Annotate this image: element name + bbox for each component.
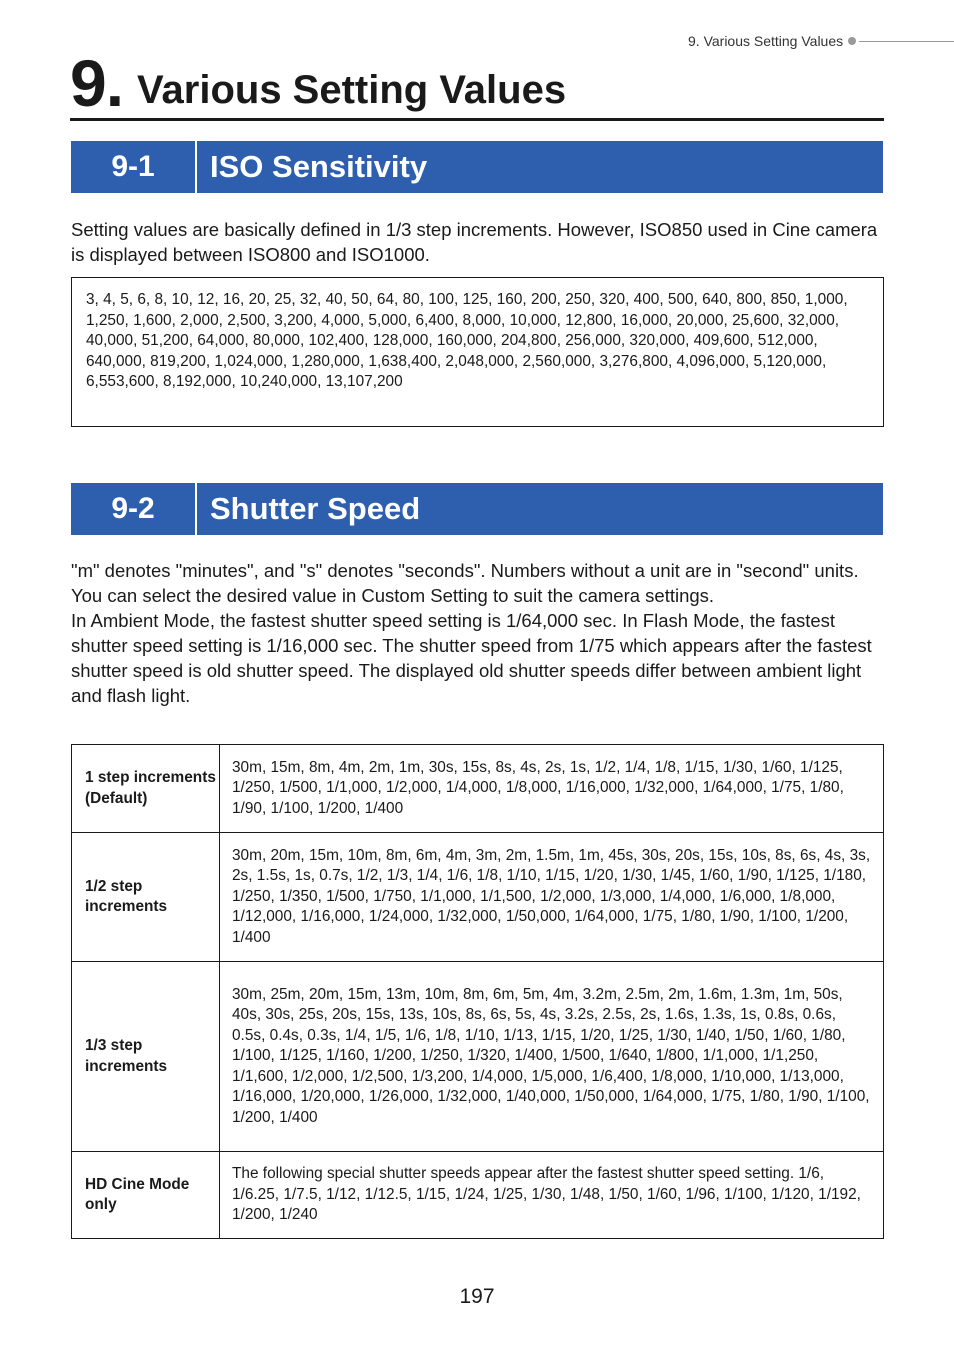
section-title: ISO Sensitivity (210, 149, 428, 184)
chapter-number: 9. (70, 46, 124, 120)
row-label: HD Cine Mode only (72, 1152, 220, 1239)
table-row (72, 1152, 884, 1239)
row-values: 30m, 20m, 15m, 10m, 8m, 6m, 4m, 3m, 2m, 1.5m, 1m, 45s, 30s, 20s, 15s, 10s, 8s, 6s, 4s, 3s, 2s, 1.5s, 1s, 0.7s, 1/2, 1/3, 1/4, 1/6, 1/8, 1/10, 1/15, 1/20, 1/30, 1/45, 1/60, 1/90, 1/125, 1/180, 1/250, 1/350, 1/500, 1/750, 1/1,000, 1/1,500, 1/2,000, 1/3,000, 1/4,000, 1/6,000, 1/8,000, 1/12,000, 1/16,000, 1/24,000, 1/32,000, 1/50,000, 1/64,000, 1/75, 1/80, 1/90, 1/100, 1/200, 1/400 (220, 833, 884, 962)
shutter-intro-text-2: In Ambient Mode, the fastest shutter speed setting is 1/64,000 sec. In Flash Mode, the fastest shutter speed setting is 1/16,000 sec. The shutter speed from 1/75 which appears after the fastest shutter speed is old shutter speed. The displayed old shutter speeds differ between ambient light and flash light. (71, 610, 872, 706)
chapter-title (70, 46, 884, 121)
row-label: 1 step increments (Default) (72, 745, 220, 833)
shutter-intro (71, 558, 883, 708)
row-values: The following special shutter speeds appear after the fastest shutter speed setting. 1/6, 1/6.25, 1/7.5, 1/12, 1/12.5, 1/15, 1/24, 1/25, 1/30, 1/48, 1/50, 1/60, 1/96, 1/100, 1/120, 1/192, 1/200, 1/240 (220, 1152, 884, 1239)
section-number: 9-1 (71, 141, 197, 193)
running-head-bullet-icon (848, 37, 856, 45)
section-heading-shutter (71, 483, 883, 535)
shutter-intro-text-1: "m" denotes "minutes", and "s" denotes "seconds". Numbers without a unit are in "second" units. You can select the desired value in Custom Setting to suit the camera settings. (71, 560, 859, 606)
row-values: 30m, 15m, 8m, 4m, 2m, 1m, 30s, 15s, 8s, 4s, 2s, 1s, 1/2, 1/4, 1/8, 1/15, 1/30, 1/60, 1/125, 1/250, 1/500, 1/1,000, 1/2,000, 1/4,000, 1/8,000, 1/16,000, 1/32,000, 1/64,000, 1/75, 1/80, 1/90, 1/100, 1/200, 1/400 (220, 745, 884, 833)
running-head (640, 32, 954, 50)
page-number: 197 (459, 1285, 495, 1308)
table-row (72, 745, 884, 833)
running-head-text: 9. Various Setting Values (688, 33, 844, 49)
section-number: 9-2 (71, 483, 197, 535)
iso-intro-text: Setting values are basically defined in 1/3 step increments. However, ISO850 used in Cine camera is displayed between ISO800 and ISO1000. (71, 219, 878, 265)
row-values: 30m, 25m, 20m, 15m, 13m, 10m, 8m, 6m, 5m, 4m, 3.2m, 2.5m, 2m, 1.6m, 1.3m, 1m, 50s, 40s, 30s, 25s, 20s, 15s, 13s, 10s, 8s, 6s, 5s, 4s, 3.2s, 2.5s, 2s, 1.6s, 1.3s, 1s, 0.8s, 0.6s, 0.5s, 0.4s, 0.3s, 1/4, 1/5, 1/6, 1/8, 1/10, 1/13, 1/15, 1/20, 1/25, 1/30, 1/40, 1/50, 1/60, 1/80, 1/100, 1/125, 1/160, 1/200, 1/250, 1/320, 1/400, 1/500, 1/640, 1/800, 1/1,000, 1/1,250, 1/1,600, 1/2,000, 1/2,500, 1/3,200, 1/4,000, 1/5,000, 1/6,400, 1/8,000, 1/10,000, 1/13,000, 1/16,000, 1/20,000, 1/26,000, 1/32,000, 1/40,000, 1/50,000, 1/64,000, 1/75, 1/80, 1/90, 1/100, 1/200, 1/400 (220, 962, 884, 1152)
row-label: 1/2 step increments (72, 833, 220, 962)
chapter-title-text: Various Setting Values (137, 68, 567, 112)
table-row (72, 833, 884, 962)
section-title: Shutter Speed (210, 491, 421, 526)
row-label: 1/3 step increments (72, 962, 220, 1152)
table-row (72, 962, 884, 1152)
shutter-speed-table (71, 744, 884, 1239)
section-heading-iso (71, 141, 883, 193)
running-head-rule (859, 41, 954, 42)
iso-values-box: 3, 4, 5, 6, 8, 10, 12, 16, 20, 25, 32, 40, 50, 64, 80, 100, 125, 160, 200, 250, 320, 400, 500, 640, 800, 850, 1,000, 1,250, 1,600, 2,000, 2,500, 3,200, 4,000, 5,000, 6,400, 8,000, 10,000, 12,800, 16,000, 20,000, 25,600, 32,000, 40,000, 51,200, 64,000, 80,000, 102,400, 128,000, 160,000, 204,800, 256,000, 320,000, 409,600, 512,000, 640,000, 819,200, 1,024,000, 1,280,000, 1,638,400, 2,048,000, 2,560,000, 3,276,800, 4,096,000, 5,120,000, 6,553,600, 8,192,000, 10,240,000, 13,107,200 (71, 277, 884, 427)
iso-intro (71, 217, 883, 267)
